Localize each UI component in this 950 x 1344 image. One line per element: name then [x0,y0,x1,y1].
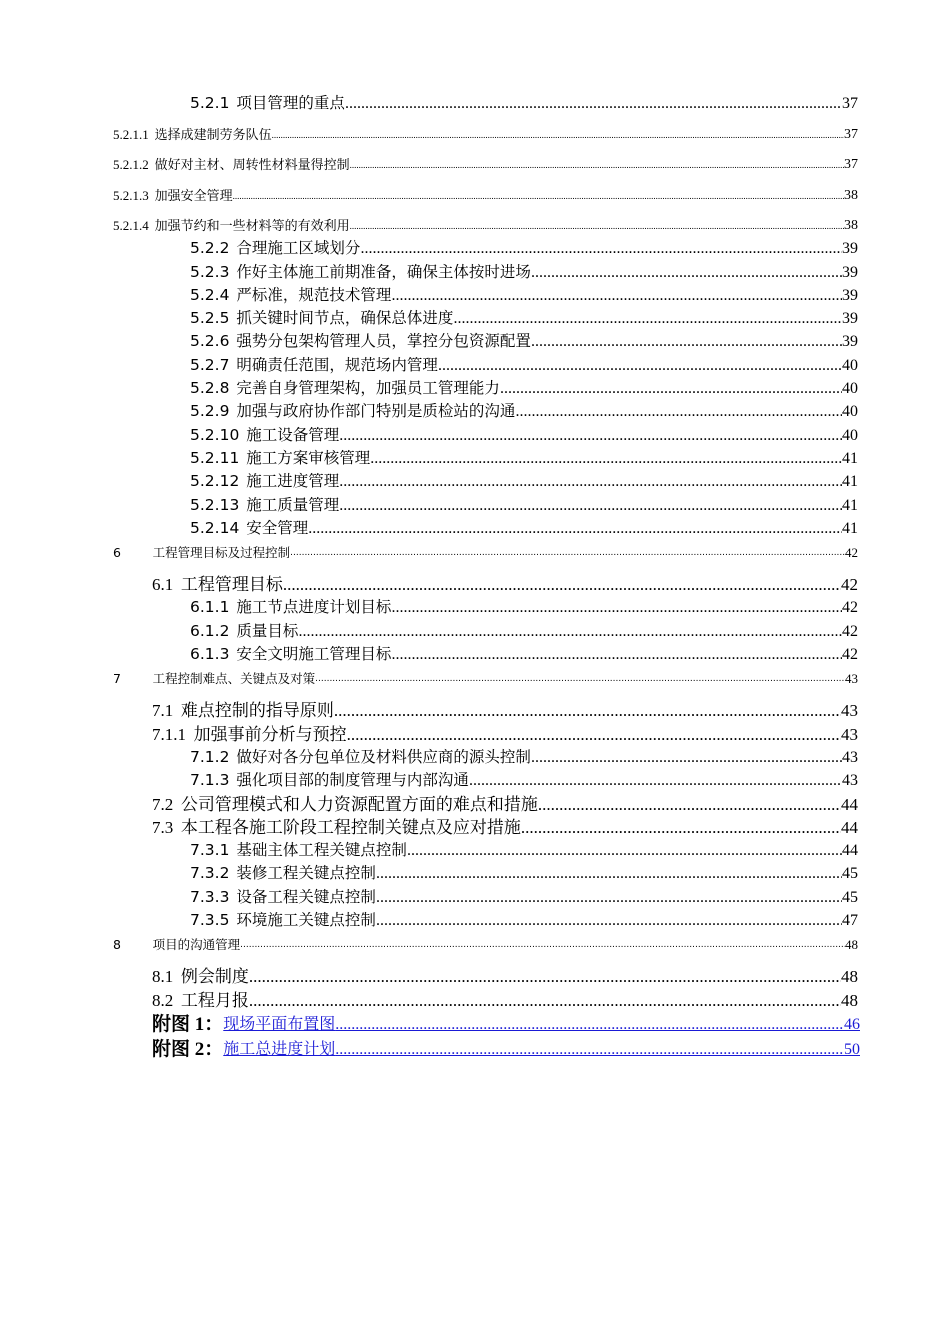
toc-entry-title: 本工程各施工阶段工程控制关键点及应对措施 [180,817,521,837]
toc-dot-leader [249,965,841,988]
toc-dot-leader [538,793,841,816]
toc-entry-label [113,215,350,237]
toc-entry-number: 7.2 [152,794,174,814]
toc-entry[interactable] [0,494,858,517]
toc-entry-number: 5.2.7 [190,355,230,374]
appendix-link[interactable]: 现场平面布置图 [223,1015,336,1033]
toc-entry[interactable] [0,886,858,909]
toc-entry[interactable] [0,596,858,619]
toc-page-number: 42 [841,575,858,595]
toc-page-number: 44 [841,794,858,814]
toc-page-number: 42 [845,545,858,561]
toc-entry-number: 5.2.1.4 [113,218,149,234]
toc-entry[interactable] [0,839,858,862]
toc-entry[interactable] [0,237,858,260]
toc-entry-label [190,620,298,643]
toc-entry-label [190,400,515,423]
toc-page-number: 41 [842,519,858,537]
toc-entry-title: 设备工程关键点控制 [236,887,376,906]
toc-entry-number: 6.1.2 [190,621,230,640]
toc-entry-label [190,596,391,619]
toc-entry-title: 工程控制难点、关键点及对策 [152,671,316,687]
appendix-label: 附图 1： [152,1013,224,1035]
toc-dot-leader [521,816,841,839]
toc-entry-title: 装修工程关键点控制 [236,864,376,883]
toc-dot-leader [272,124,844,146]
toc-entry-number: 8 [113,937,121,953]
toc-entry[interactable] [0,447,858,470]
toc-page-number: 42 [842,622,858,640]
toc-dot-leader [469,769,842,792]
toc-entry[interactable] [0,470,858,493]
toc-dot-leader [233,185,844,207]
toc-entry-label [190,470,339,493]
toc-dot-leader [515,400,842,423]
toc-entry-number: 5.2.4 [190,285,230,304]
toc-entry-title: 加强安全管理 [154,187,233,203]
toc-dot-leader [438,354,842,377]
toc-entry[interactable] [0,284,858,307]
toc-entry[interactable] [0,723,858,746]
toc-entry[interactable] [0,816,858,839]
toc-dot-leader [376,886,842,909]
toc-dot-leader [531,261,842,284]
toc-entry-number: 5.2.1.1 [113,126,149,142]
appendix-dot-leader[interactable] [335,1037,844,1062]
toc-entry[interactable] [0,261,858,284]
toc-entry-label [152,699,334,722]
toc-page-number: 41 [842,496,858,514]
toc-entry-title: 质量目标 [236,621,299,640]
toc-entry-label [152,793,538,816]
toc-entry[interactable] [0,989,858,1012]
toc-entry-number: 5.2.1.2 [113,157,149,173]
toc-page-number: 41 [842,473,858,491]
toc-entry-number: 5.2.14 [190,518,240,537]
toc-entry[interactable] [0,517,858,540]
toc-entry[interactable] [0,400,858,423]
toc-page-number: 43 [841,724,858,744]
toc-entry-title: 加强与政府协作部门特别是质检站的沟通 [236,402,516,421]
toc-dot-leader [407,839,842,862]
toc-entry-number: 5.2.6 [190,332,230,351]
toc-page-number: 42 [842,599,858,617]
toc-entry-label [113,936,240,954]
toc-page-number: 43 [842,748,858,766]
toc-dot-leader [370,447,842,470]
toc-entry-title: 抓关键时间节点，确保总体进度 [236,309,454,328]
toc-page-number: 43 [845,671,858,687]
toc-page-number: 37 [842,95,858,112]
toc-page-number: 48 [845,937,858,953]
toc-entry-title: 强化项目部的制度管理与内部沟通 [236,771,469,790]
toc-page-number: 40 [842,426,858,444]
appendix-entry[interactable] [0,1012,860,1037]
toc-entry-title: 做好对主材、周转性材料量得控制 [154,157,350,173]
toc-entry-title: 施工设备管理 [246,425,340,444]
toc-page-number: 48 [841,990,858,1010]
appendix-label: 附图 2： [152,1038,224,1060]
toc-entry-label [152,965,249,988]
appendix-dot-leader[interactable] [335,1012,844,1037]
toc-dot-leader [376,862,842,885]
toc-entry-label [190,886,376,909]
toc-dot-leader [360,237,842,260]
toc-entry-title: 基础主体工程关键点控制 [236,841,407,860]
toc-entry-title: 安全文明施工管理目标 [236,645,392,664]
toc-entry-number: 6.1 [152,575,174,595]
toc-entry[interactable] [0,666,858,699]
toc-page-number: 47 [842,912,858,930]
toc-page-number: 41 [842,449,858,467]
toc-entry[interactable] [0,932,858,965]
toc-entry-label [190,284,391,307]
toc-page-number: 48 [841,967,858,987]
toc-entry-number: 5.2.9 [190,402,230,421]
toc-entry-label [190,839,407,862]
toc-dot-leader [345,92,842,115]
toc-page-number: 40 [842,403,858,421]
toc-dot-leader [350,215,844,237]
toc-entry-number: 5.2.11 [190,448,240,467]
toc-entry-title: 施工方案审核管理 [246,448,371,467]
toc-dot-leader [500,377,842,400]
toc-entry[interactable] [0,146,858,177]
toc-entry-title: 项目的沟通管理 [152,937,241,953]
toc-entry-label [113,124,272,146]
toc-entry-title: 环境施工关键点控制 [236,911,376,930]
toc-entry[interactable] [0,862,858,885]
toc-entry-label [190,424,339,447]
toc-entry-title: 工程管理目标及过程控制 [152,545,291,561]
toc-page-number: 38 [844,187,858,203]
toc-entry[interactable] [0,540,858,573]
toc-entry-label [152,989,249,1012]
toc-entry[interactable] [0,573,858,596]
toc-entry-number: 8.2 [152,990,174,1010]
toc-dot-leader [240,936,845,954]
toc-entry-label [113,670,315,688]
toc-entry-number: 7.3.5 [190,911,230,930]
toc-entry-label [190,447,370,470]
toc-entry-label [190,909,376,932]
toc-entry[interactable] [0,115,858,146]
toc-page-number: 40 [842,356,858,374]
toc-entry-label [190,769,469,792]
appendix-page-number[interactable]: 46 [844,1015,860,1033]
toc-entry-label [190,237,360,260]
toc-entry[interactable] [0,699,858,722]
toc-page-number: 37 [844,126,858,142]
toc-entry-title: 难点控制的指导原则 [180,701,334,721]
toc-dot-leader [249,989,841,1012]
toc-dot-leader [453,307,842,330]
toc-entry-title: 工程管理目标 [180,575,283,595]
toc-entry-title: 施工节点进度计划目标 [236,598,392,617]
toc-entry-label [190,354,438,377]
toc-entry-title: 工程月报 [180,990,249,1010]
toc-dot-leader [339,424,842,447]
toc-entry[interactable] [0,424,858,447]
toc-entry[interactable] [0,377,858,400]
toc-dot-leader [347,723,841,746]
toc-page-number: 39 [842,263,858,281]
toc-entry[interactable] [0,354,858,377]
toc-entry-label [190,517,308,540]
toc-entry[interactable] [0,793,858,816]
toc-dot-leader [391,596,842,619]
toc-dot-leader [531,330,842,353]
toc-dot-leader [350,154,844,176]
toc-entry-number: 5.2.3 [190,262,230,281]
toc-dot-leader [391,284,842,307]
toc-entry-title: 选择成建制劳务队伍 [154,126,272,142]
toc-dot-leader [308,517,842,540]
toc-entry-label [152,573,283,596]
toc-entry-number: 5.2.8 [190,379,230,398]
toc-entry-number: 5.2.1.3 [113,187,149,203]
toc-entry-number: 7.3.1 [190,841,230,860]
toc-entry[interactable] [0,307,858,330]
toc-entry[interactable] [0,620,858,643]
toc-entry-title: 明确责任范围，规范场内管理 [236,355,438,374]
toc-entry-number: 5.2.5 [190,309,230,328]
toc-page-number: 40 [842,380,858,398]
toc-dot-leader [315,670,845,688]
toc-entry-title: 合理施工区域划分 [236,239,361,258]
toc-entry[interactable] [0,330,858,353]
toc-page-number: 43 [841,701,858,721]
toc-entry-title: 强势分包架构管理人员，掌控分包资源配置 [236,332,531,351]
toc-page-number: 39 [842,310,858,328]
toc-entry-number: 5.2.12 [190,472,240,491]
toc-page-number: 42 [842,646,858,664]
toc-entry-title: 项目管理的重点 [236,94,345,112]
toc-dot-leader [298,620,842,643]
toc-dot-leader [339,494,842,517]
toc-entry[interactable] [0,769,858,792]
toc-entry-title: 做好对各分包单位及材料供应商的源头控制 [236,747,531,766]
toc-entry-title: 加强节约和一些材料等的有效利用 [154,218,350,234]
toc-page-number: 39 [842,240,858,258]
toc-entry-title: 作好主体施工前期准备，确保主体按时进场 [236,262,531,281]
toc-entry-title: 施工质量管理 [246,495,340,514]
toc-entry-label [190,494,339,517]
toc-entry-label [190,261,531,284]
toc-entry-label [113,185,233,207]
toc-entry-label [190,92,345,115]
toc-entry[interactable] [0,909,858,932]
toc-entry-label [190,862,376,885]
toc-entry-number: 5.2.2 [190,239,230,258]
toc-page-number: 45 [842,888,858,906]
toc-page-number: 43 [842,772,858,790]
toc-entry-title: 公司管理模式和人力资源配置方面的难点和措施 [180,794,538,814]
toc-entry-number: 6 [113,545,121,561]
toc-entry-label [190,307,453,330]
toc-page-number: 44 [842,842,858,860]
toc-dot-leader [339,470,842,493]
toc-entry-number: 7.1.2 [190,747,230,766]
toc-page-number: 38 [844,218,858,234]
appendix-page-number[interactable]: 50 [844,1040,860,1058]
toc-dot-leader [334,699,841,722]
toc-entry-title: 例会制度 [180,967,249,987]
toc-entry-label [152,816,521,839]
toc-entry-number: 7.1 [152,701,174,721]
toc-entry-number: 5.2.10 [190,425,240,444]
toc-entry-number: 7.3.3 [190,887,230,906]
toc-entry-number: 6.1.3 [190,645,230,664]
toc-entry-label [190,643,391,666]
toc-dot-leader [391,643,842,666]
toc-dot-leader [376,909,842,932]
toc-entry-title: 完善自身管理架构，加强员工管理能力 [236,379,500,398]
toc-entry[interactable] [0,746,858,769]
toc-entry-number: 5.2.1 [190,94,230,112]
toc-entry-number: 7 [113,671,121,687]
toc-dot-leader [283,573,841,596]
toc-page-number: 37 [844,157,858,173]
appendix-entry[interactable] [0,1037,860,1062]
table-of-contents [0,92,950,1062]
toc-entry-number: 8.1 [152,967,174,987]
toc-dot-leader [290,544,845,562]
toc-entry-number: 7.3.2 [190,864,230,883]
toc-page-number: 45 [842,865,858,883]
toc-entry-label [190,746,531,769]
toc-dot-leader [531,746,842,769]
toc-entry-number: 6.1.1 [190,598,230,617]
toc-entry-number: 5.2.13 [190,495,240,514]
toc-entry-label [190,377,500,400]
toc-page-number: 44 [841,817,858,837]
toc-entry-title: 施工进度管理 [246,472,340,491]
toc-entry-label [113,544,290,562]
toc-entry[interactable] [0,92,858,115]
toc-entry-title: 严标准，规范技术管理 [236,285,392,304]
toc-entry-number: 7.3 [152,817,174,837]
toc-page-number: 39 [842,333,858,351]
toc-entry[interactable] [0,207,858,238]
toc-entry[interactable] [0,643,858,666]
toc-entry-label [152,723,347,746]
toc-entry[interactable] [0,965,858,988]
toc-entry-label [190,330,531,353]
toc-entry[interactable] [0,176,858,207]
toc-entry-number: 7.1.1 [152,724,186,744]
appendix-link[interactable]: 施工总进度计划 [223,1040,336,1058]
toc-page-number: 39 [842,286,858,304]
toc-entry-title: 安全管理 [246,518,309,537]
toc-entry-number: 7.1.3 [190,771,230,790]
toc-entry-label [113,154,350,176]
toc-entry-title: 加强事前分析与预控 [193,724,347,744]
